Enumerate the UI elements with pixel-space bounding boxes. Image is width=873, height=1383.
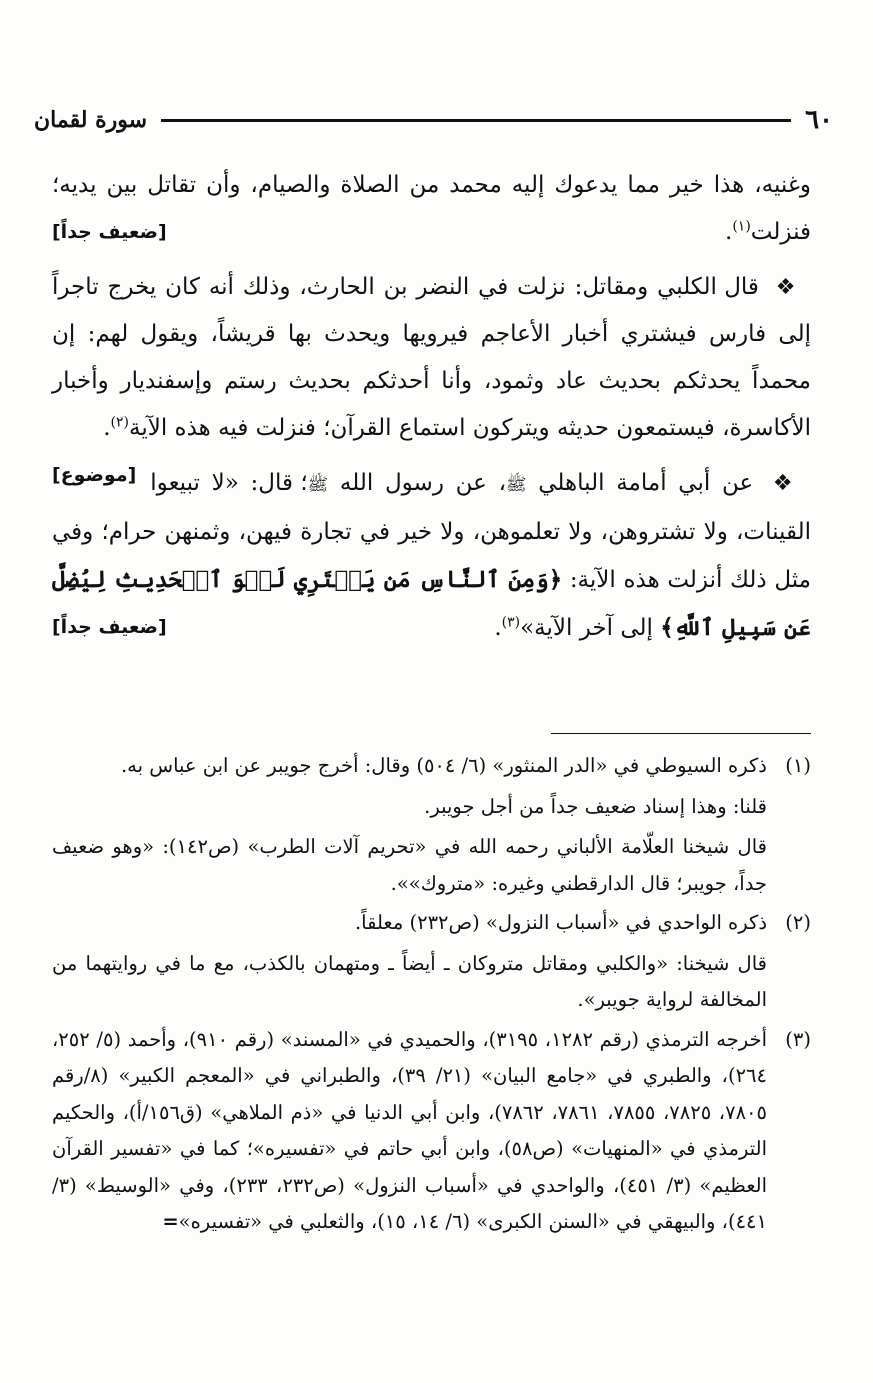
footnote-line: أخرجه الترمذي (رقم ١٢٨٢، ٣١٩٥)، والحميدي في «المسند» (رقم ٩١٠)، وأحمد (٥/ ٢٥٢، ٢٦٤)، والطبري في «جامع البيان» (٢١/ ٣٩)، والطبراني في «المعجم الكبير» (٨/رقم ٧٨٠٥، ٧٨٢٥، ٧٨٥٥، ٧٨٦١، ٧٨٦٢)، وابن أبي الدنيا في «ذم الملاهي» (ق١٥٦/أ)، والحكيم الترمذي في «المنهيات» (ص٥٨)، وابن أبي حاتم في «تفسيره»؛ كما في «تفسير القرآن العظيم» (٣/ ٤٥١)، والواحدي في «أسباب النزول» (ص٢٣٢، ٢٣٣)، وفي «الوسيط» (٣/ ٤٤١)، والبيهقي في «السنن الكبرى» (٦/ ١٤، ١٥)، والثعلبي في «تفسيره»	[52, 1027, 767, 1233]
footnote-ref: (٣)	[501, 614, 521, 631]
footnote-1	[52, 748, 811, 902]
main-text	[52, 162, 811, 660]
paragraph-text: وغنيه، هذا خير مما يدعوك إليه محمد من الصلاة والصيام، وأن تقاتل بين يديه؛ فنزلت	[52, 172, 811, 245]
footnote-ref: (١)	[732, 218, 751, 235]
paragraph-3	[52, 460, 811, 652]
page-number: ٦٠	[805, 105, 833, 135]
footnotes	[52, 748, 811, 1244]
paragraph-text: ؛ قال: «لا تبيعوا القينات، ولا تشتروهن، ولا تعلموهن، ولا خير في تجارة فيهن، وثمنهن حرام؛ وفي مثل ذلك أنزلت هذه الآية:	[52, 470, 811, 593]
footnote-line: قال شيخنا العلّامة الألباني رحمه الله في «تحريم آلات الطرب» (ص١٤٢): «وهو ضعيف جداً، جويبر؛ قال الدارقطني وغيره: «متروك»».	[52, 835, 767, 895]
paragraph-text: إلى آخر الآية»	[520, 615, 653, 641]
period: .	[494, 615, 502, 641]
grading-label: [ضعيف جداً]	[52, 221, 167, 243]
grading-label: [موضوع]	[52, 464, 137, 486]
grading-label: [ضعيف جداً]	[52, 616, 167, 638]
footnote-number: (٣)	[785, 1027, 811, 1051]
period: .	[725, 219, 733, 245]
honorific-ligature-icon: ﷺ	[307, 475, 329, 495]
honorific-ligature-icon: ﷺ	[506, 475, 527, 495]
footnote-number: (٢)	[785, 911, 811, 934]
footnote-line: قال شيخنا: «والكلبي ومقاتل متروكان ـ أيضاً ـ ومتهمان بالكذب، مع ما في روايتهما من المخالفة لرواية جويبر».	[52, 951, 767, 1011]
footnote-ref: (٢)	[110, 414, 129, 431]
quran-verse: ﴿وَمِنَ ٱلنَّاسِ مَن يَشۡتَرِي لَهۡوَ ٱلۡحَدِيثِ لِيُضِلَّ عَن سَبِيلِ ٱللَّهِ﴾	[52, 566, 811, 641]
paragraph-text: عن أبي أمامة الباهلي	[538, 470, 754, 496]
footnote-separator	[551, 733, 811, 734]
footnote-3	[52, 1022, 811, 1241]
bullet-diamond-icon: ❖	[772, 471, 798, 496]
bullet-diamond-icon: ❖	[775, 275, 798, 300]
page-header	[34, 100, 833, 140]
running-title: سورة لقمان	[34, 107, 148, 133]
footnote-line: ذكره السيوطي في «الدر المنثور» (٦/ ٥٠٤) وقال: أخرج جويبر عن ابن عباس به.	[120, 754, 767, 777]
header-rule	[161, 119, 791, 122]
footnote-line: ذكره الواحدي في «أسباب النزول» (ص٢٣٢) معلقاً.	[354, 911, 767, 934]
continuation-mark: =	[162, 1210, 179, 1233]
footnote-2	[52, 905, 811, 1019]
footnote-line: قلنا: وهذا إسناد ضعيف جداً من أجل جويبر.	[424, 794, 767, 818]
period: .	[103, 415, 111, 441]
paragraph-text: ، عن رسول الله	[339, 470, 506, 496]
paragraph-text: قال الكلبي ومقاتل: نزلت في النضر بن الحارث، وذلك أنه كان يخرج تاجراً إلى فارس فيشتري أخبار الأعاجم فيرويها ويحدث بها قريشاً، ويقول لهم: إن محمداً يحدثكم بحديث عاد وثمود، وأنا أحدثكم بحديث رستم وإسفنديار وأخبار الأكاسرة، فيستمعون حديثه ويتركون استماع القرآن؛ فنزلت فيه هذه الآية	[52, 274, 811, 441]
paragraph-1	[52, 162, 811, 256]
footnote-number: (١)	[785, 754, 811, 777]
